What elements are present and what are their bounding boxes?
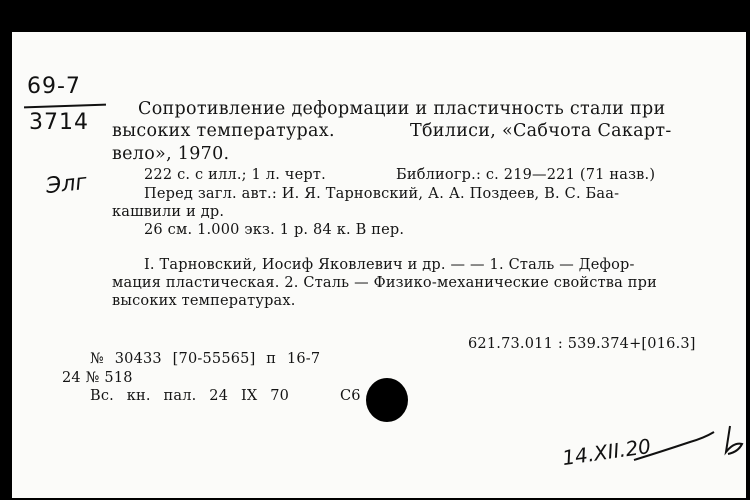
registration-second: 24 № 518 [62,370,133,386]
description-pages: 222 с. с илл.; 1 л. черт. [144,167,326,183]
registration-date: Вс. кн. пал. 24 IX 70 [90,388,290,404]
registration-code: С6 [340,388,361,404]
description-authors: Перед загл. авт.: И. Я. Тарновский, А. А. Поздеев, В. С. Баа- [144,186,620,202]
subjects-line-3: высоких температурах. [112,293,296,309]
shelfmark-bottom: 3714 [29,110,89,135]
description-size-price: 26 см. 1.000 экз. 1 р. 84 к. В пер. [144,222,405,238]
catalog-card [12,32,746,498]
shelfmark-side-note: Элг [44,169,89,200]
shelfmark-top: 69-7 [27,74,81,99]
title-line-3: вело», 1970. [112,144,230,164]
subjects-line-1: I. Тарновский, Иосиф Яковлевич и др. — — 1. Сталь — Дефор- [144,257,635,273]
handwritten-date: 14.XII.20 [560,433,653,471]
registration-number: № 30433 [70-55565] п 16-7 [90,351,321,367]
signature-mark [630,412,746,472]
shelfmark-divider [24,104,106,109]
description-authors-cont: кашвили и др. [112,204,225,220]
udc-code: 621.73.011 : 539.374+[016.3] [468,336,696,352]
title-line-1: Сопротивление деформации и пластичность стали при [138,99,666,119]
title-line-2a: высоких температурах. [112,121,335,141]
description-bibliography: Библиогр.: с. 219—221 (71 назв.) [396,167,656,183]
punch-hole [366,378,408,422]
subjects-line-2: мация пластическая. 2. Сталь — Физико-механические свойства при [112,275,658,291]
title-line-2b: Тбилиси, «Сабчота Сакарт- [410,121,672,141]
